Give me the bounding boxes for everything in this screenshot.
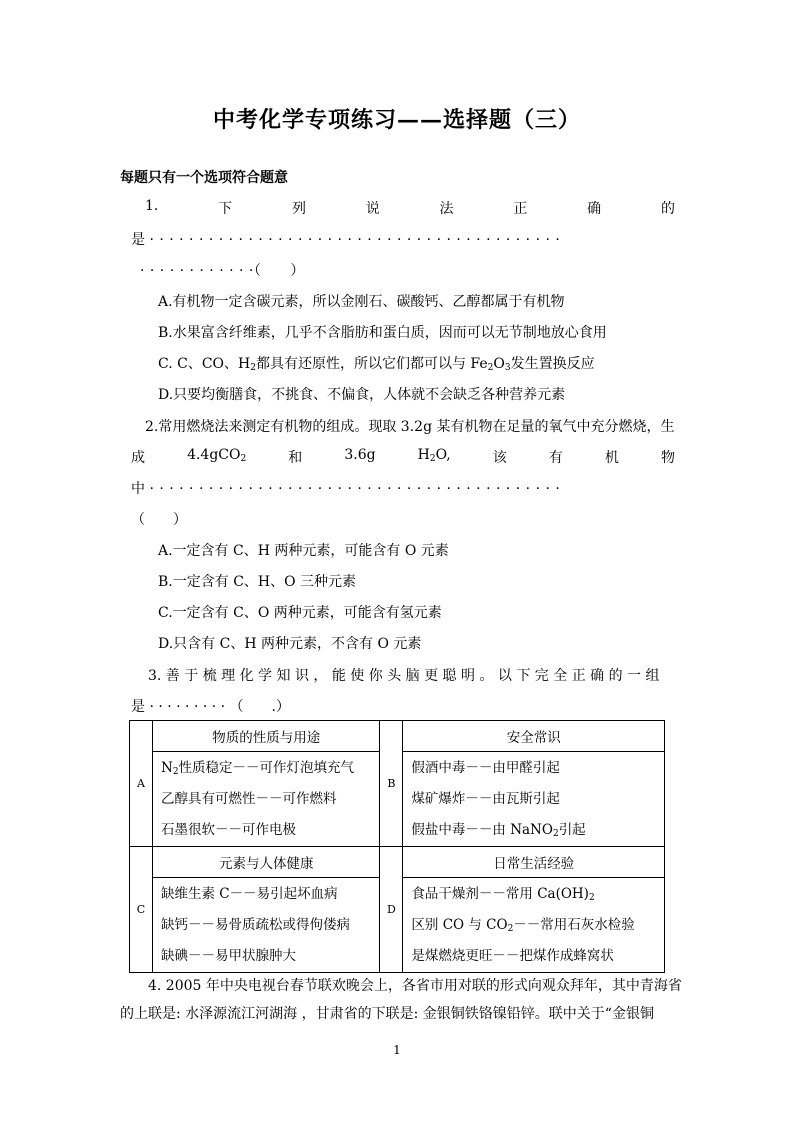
option-letter-d: D [380,847,403,973]
q2-stem-line-1: 2.常用燃烧法来测定有机物的组成。现取 3.2g 某有机物在足量的氧气中充分燃烧，生 [145,419,675,435]
q1-stem-line: 1. 下 列 说 法 正 确 的 [145,198,675,217]
q1-option-d: D.只要均衡膳食，不挑食、不偏食，人体就不会缺乏各种营养元素 [158,387,566,403]
instruction-text: 每题只有一个选项符合题意 [120,170,288,186]
q1-option-b: B.水果富含纤维素，几乎不含脂肪和蛋白质，因而可以无节制地放心食用 [158,325,607,341]
q1-option-c: C. C、CO、$H_2$都具有还原性，所以它们都可以与 $Fe_2O_3$发生置换反应 [158,356,595,373]
q4-stem-line-1: 4. 2005 年中央电视台春节联欢晚会上，各省市用对联的形式向观众拜年，其中青海省 [148,978,682,994]
option-letter-a: A [130,721,153,847]
q1-dots-line-2: · · · · · · · · · · · ·（ ） [140,263,305,279]
q2-option-d: D.只含有 C、H 两种元素，不含有 O 元素 [158,636,422,652]
q4-stem-line-2: 的上联是: 水泽源流江河湖海 ，甘肃省的下联是: 金银铜铁铬镍铅锌。联中关于“金银铜 [120,1006,654,1022]
option-letter-c: C [130,847,153,973]
header-b: 安全常识 [403,721,665,752]
q2-option-b: B.一定含有 C、H、O 三种元素 [158,574,357,590]
cell-a: $N_2$性质稳定－－可作灯泡填充气 乙醇具有可燃性－－可作燃料 石墨很软－－可作电极 [153,752,380,847]
header-a: 物质的性质与用途 [153,721,380,752]
cell-c: 缺维生素 C－－易引起坏血病 缺钙－－易骨质疏松或得佝偻病 缺碘－－易甲状腺肿大 [153,878,380,973]
header-c: 元素与人体健康 [153,847,380,878]
cell-b: 假酒中毒－－由甲醛引起 煤矿爆炸－－由瓦斯引起 假盐中毒－－由 NaNO$_2$引起 [403,752,665,847]
header-d: 日常生活经验 [403,847,665,878]
cell-d: 食品干燥剂－－常用 $Ca(OH)_2$ 区别 CO 与 $CO_2--$常用石灰水检验 是煤燃烧更旺－－把煤作成蜂窝状 [403,878,665,973]
q1-option-a: A.有机物一定含碳元素，所以金刚石、碳酸钙、乙醇都属于有机物 [158,294,565,310]
page-title: 中考化学专项练习——选择题（三） [212,107,581,133]
q2-option-c: C.一定含有 C、O 两种元素，可能含有氢元素 [158,605,442,621]
option-letter-b: B [380,721,403,847]
q2-option-a: A.一定含有 C、H 两种元素，可能含有 O 元素 [158,543,449,559]
q3-stem-line-1: 3. 善 于 梳 理 化 学 知 识 ， 能 使 你 头 脑 更 聪 明 。 以 下 完 全 正 确 的 一 组 [148,668,660,684]
q3-options-table [129,720,665,973]
q3-stem-line-2: 是 · · · · · · · · · （ .） [131,699,291,715]
q2-stem-line-2: 成 4.4gCO$_2$ 和 3.6g $H_2O$, 该 有 机 物 [131,447,675,466]
q2-answer-paren: （ ） [131,512,187,528]
q1-dots-line-1: 是 · · · · · · · · · · · · · · · · · · · · · · · · · · · · · · · · · · · · · · · · · · [131,232,561,248]
page-number: 1 [393,1043,401,1057]
q2-dots-line: 中 · · · · · · · · · · · · · · · · · · · · · · · · · · · · · · · · · · · · · · · · · · [131,481,561,497]
